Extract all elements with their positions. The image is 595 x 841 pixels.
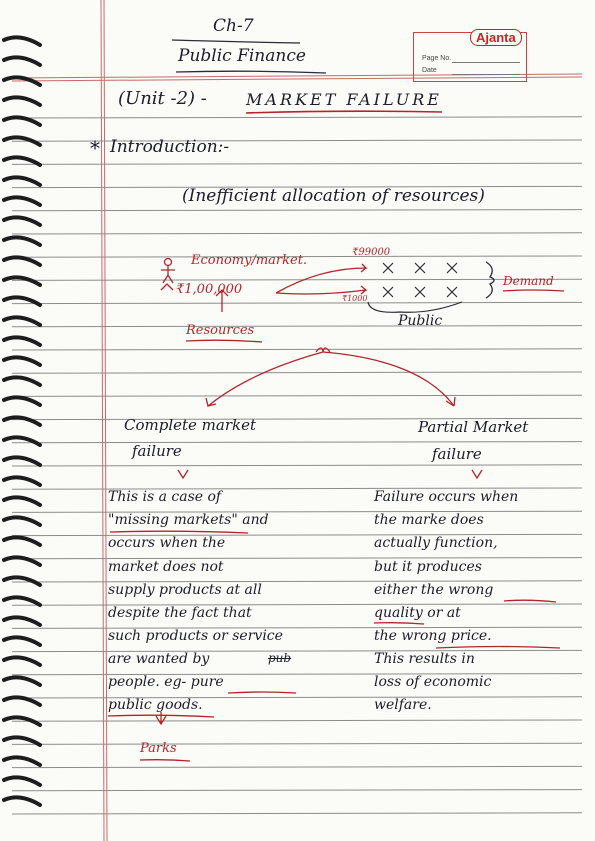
partial-body-line: the wrong price. xyxy=(374,628,492,644)
partial-body-line: welfare. xyxy=(374,697,432,713)
partial-body-line: quality or at xyxy=(374,605,461,621)
page-stamp xyxy=(413,32,527,82)
up-arrow-icon xyxy=(161,284,173,290)
ruled-line xyxy=(12,233,582,234)
partial-body-line: either the wrong xyxy=(374,582,494,598)
demand-brace xyxy=(486,262,494,298)
wrong-price-underline xyxy=(436,647,560,649)
spiral-ring xyxy=(4,277,40,285)
partial-body-line: loss of economic xyxy=(374,674,492,690)
person-icon xyxy=(165,259,172,266)
spiral-ring xyxy=(4,477,40,485)
branch-arrow-icon xyxy=(206,352,323,406)
ruled-line xyxy=(12,395,582,396)
spiral-ring xyxy=(4,257,40,265)
intro-heading: Introduction:- xyxy=(110,137,230,157)
spiral-ring xyxy=(4,457,40,465)
spiral-ring xyxy=(4,497,40,505)
ruled-line xyxy=(12,650,582,651)
spiral-ring xyxy=(4,97,40,105)
struck-word: pub xyxy=(268,651,292,665)
complete-heading-line-2: failure xyxy=(132,442,182,460)
spiral-ring xyxy=(4,697,40,705)
unit-title: MARKET FAILURE xyxy=(246,90,442,109)
down-arrow-icon xyxy=(156,712,166,724)
subject-underline xyxy=(176,71,326,73)
date-label: Date xyxy=(422,67,437,74)
demand-label: Demand xyxy=(503,274,554,288)
amount-top: ₹99000 xyxy=(352,247,391,258)
ruled-line xyxy=(12,511,582,512)
spiral-ring xyxy=(4,357,40,365)
complete-heading-line-1: Complete market xyxy=(124,416,257,434)
ruled-line xyxy=(12,697,582,698)
person-mark-icon xyxy=(383,263,393,273)
economy-label: Economy/market. xyxy=(191,253,308,268)
partial-heading-line-1: Partial Market xyxy=(418,418,529,436)
chapter-underline xyxy=(172,40,300,43)
ruled-line xyxy=(12,813,582,814)
spiral-ring xyxy=(4,797,40,805)
ruled-line xyxy=(12,349,582,350)
amount-low: ₹1000 xyxy=(342,294,368,303)
complete-body-line: public goods. xyxy=(108,697,203,713)
spiral-ring xyxy=(4,517,40,525)
page-no-label: Page No. xyxy=(422,55,452,62)
intro-subheading: (Inefficient allocation of resources) xyxy=(182,186,485,206)
left-margin-line xyxy=(101,0,104,841)
person-mark-icon xyxy=(415,263,425,273)
ruled-line xyxy=(12,581,582,582)
ruled-line xyxy=(12,442,582,443)
partial-body-line: Failure occurs when xyxy=(374,489,519,505)
flow-arrow-icon xyxy=(276,286,366,294)
ruled-line xyxy=(12,790,582,791)
spiral-ring xyxy=(4,317,40,325)
spiral-ring xyxy=(4,337,40,345)
ruled-line xyxy=(12,720,582,721)
complete-body-line: supply products at all xyxy=(108,582,262,598)
complete-body-line: such products or service xyxy=(108,628,283,644)
spiral-ring xyxy=(4,757,40,765)
spiral-ring xyxy=(4,657,40,665)
spiral-ring xyxy=(4,117,40,125)
down-arrow-icon xyxy=(472,470,482,478)
example-parks: Parks xyxy=(140,741,177,756)
parks-underline xyxy=(140,760,190,761)
ruled-line xyxy=(12,766,582,767)
ruled-line xyxy=(12,465,582,466)
spiral-ring xyxy=(4,197,40,205)
spiral-ring xyxy=(4,177,40,185)
complete-body-line: are wanted by xyxy=(108,651,210,667)
complete-body-line: "missing markets" and xyxy=(108,512,269,528)
partial-body-line: This results in xyxy=(374,651,475,667)
ruled-line xyxy=(12,326,582,327)
missing-markets-underline xyxy=(110,531,248,533)
title-underline xyxy=(246,111,442,113)
spiral-ring xyxy=(4,537,40,545)
chapter-label: Ch-7 xyxy=(213,16,254,36)
ruled-line xyxy=(12,279,582,280)
quality-underline xyxy=(374,623,424,624)
complete-body-line: people. eg- pure xyxy=(108,674,224,690)
complete-body-line: This is a case of xyxy=(108,489,222,505)
ruled-line xyxy=(12,743,582,744)
person-mark-icon xyxy=(447,287,457,297)
spiral-ring xyxy=(4,777,40,785)
partial-body-line: but it produces xyxy=(374,559,482,575)
branch-arrow-icon xyxy=(323,352,455,406)
brand-logo: Ajanta xyxy=(470,29,522,46)
partial-heading-line-2: failure xyxy=(432,445,482,463)
partial-body-line: actually function, xyxy=(374,535,498,551)
spiral-ring xyxy=(4,217,40,225)
ruled-line xyxy=(12,674,582,675)
spiral-ring xyxy=(4,157,40,165)
ruled-line xyxy=(12,302,582,303)
resources-label: Resources xyxy=(186,323,255,338)
spiral-ring xyxy=(4,597,40,605)
page-no-line xyxy=(452,62,520,63)
spiral-ring xyxy=(4,397,40,405)
capital-amount: ₹1,00,000 xyxy=(176,282,243,297)
spiral-ring xyxy=(4,417,40,425)
spiral-ring xyxy=(4,377,40,385)
resources-underline xyxy=(186,340,262,342)
complete-body-line: despite the fact that xyxy=(108,605,252,621)
ruled-line xyxy=(12,210,582,211)
public-brace xyxy=(368,302,462,312)
wrong-underline xyxy=(504,600,556,602)
branch-node xyxy=(316,348,330,352)
ruled-line xyxy=(12,627,582,628)
spiral-ring xyxy=(4,637,40,645)
spiral-ring xyxy=(4,617,40,625)
unit-label: (Unit -2) - xyxy=(118,88,207,109)
spiral-ring xyxy=(4,237,40,245)
person-mark-icon xyxy=(415,287,425,297)
complete-body-line: occurs when the xyxy=(108,535,226,551)
flow-arrow-icon xyxy=(276,264,366,293)
pure-underline xyxy=(228,692,296,693)
spiral-ring xyxy=(4,437,40,445)
complete-body-line: market does not xyxy=(108,559,224,575)
left-margin-line xyxy=(104,0,107,841)
person-mark-icon xyxy=(447,263,457,273)
intro-bullet: * xyxy=(90,136,100,160)
down-arrow-icon xyxy=(178,470,188,478)
ruled-line xyxy=(12,372,582,373)
spiral-ring xyxy=(4,57,40,65)
ruled-line xyxy=(12,604,582,605)
public-label: Public xyxy=(398,313,443,329)
ruled-line xyxy=(12,163,582,164)
ruled-line xyxy=(12,117,582,118)
person-mark-icon xyxy=(383,287,393,297)
demand-underline xyxy=(503,290,564,291)
subject-title: Public Finance xyxy=(178,46,306,66)
spiral-ring xyxy=(4,737,40,745)
spiral-ring xyxy=(4,677,40,685)
partial-body-line: the marke does xyxy=(374,512,484,528)
date-line xyxy=(452,74,520,75)
spiral-ring xyxy=(4,37,40,45)
ruled-line xyxy=(12,558,582,559)
spiral-ring xyxy=(4,577,40,585)
